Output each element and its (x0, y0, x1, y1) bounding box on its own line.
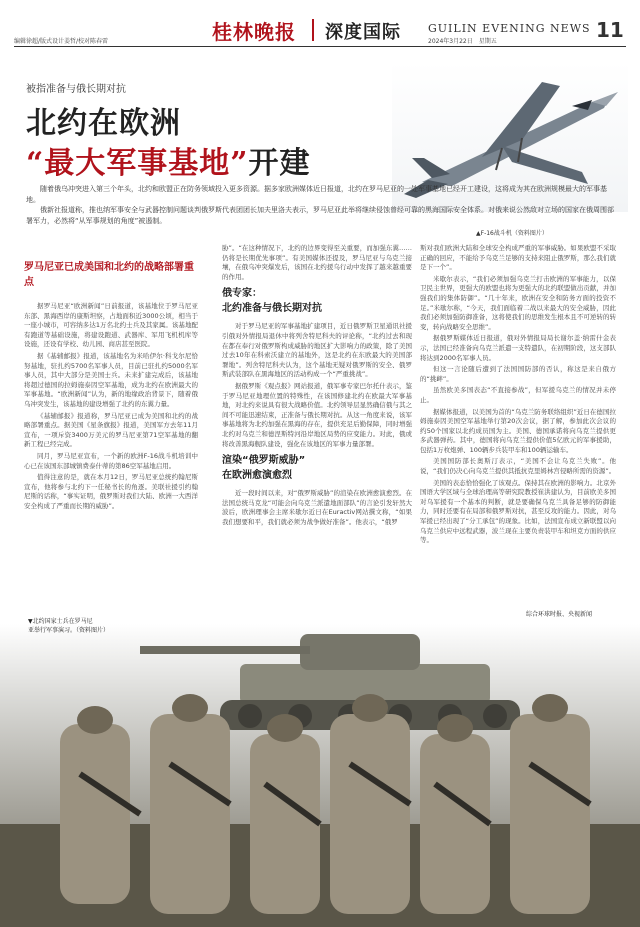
headline-quote-open: “ (26, 146, 45, 181)
body-paragraph: 值得注意的是，就在本月12日，罗马尼亚总统约翰尼斯宣布，他将参与北约下一任秘书长的角逐。美联社援引约翰尼斯的话称，“事实证明，俄罗斯对我们大陆、欧洲一大西洋安全构成了严重而长期的威胁”。 (24, 473, 198, 510)
body-paragraph: 对于罗马尼亚的军事基地扩建项目，近日俄罗斯卫星通讯社援引俄对外情报局退休中将列舍特尼科夫的评论称，“北约过去和现在都在奉行对俄罗斯构成威胁的地区扩大影响力的政策，除了美国过去10年在科索沃建立的基地外，这是北约在东欧最大的美国部署地”。列舍特尼科夫认为，这个基地无疑对俄罗斯的安全、俄罗斯武装部队在黑海地区的活动构成一个“严重挑战”。 (222, 322, 412, 379)
column-3 (420, 244, 616, 548)
section3-title: 在欧洲愈演愈烈 (222, 470, 292, 482)
column-2 (222, 244, 412, 529)
body-paragraph: 《基辅邮报》报道称，罗马尼亚已成为美国和北约的战略部署重点。据美国《星条旗报》报道，美国军方去年11月宣布，一项斥资3400万美元的罗马尼亚第71空军基地的翻新工程已经完成。 (24, 411, 198, 449)
photo-caption (28, 617, 109, 635)
body-paragraph: 美国的表态恰恰强化了该观点。保持其在欧洲的影响力。北京外国语大学区域与全球治理高等研究院教授崔洪建认为，目前欧美多国对乌军援有一个基本的判断，就是要确保乌克兰具备足够的防御能力，同时还要有在局部和俄罗斯对抗，甚至反攻的能力。因此，对乌军援已经出现了“分工承包”的现象。比如，法国宣布成立新联盟以向乌克兰供应中远程武器，波兰现在主要负责装甲车和坦克方面的供应等。 (420, 478, 616, 545)
section2-kicker: 俄专家： (222, 288, 262, 300)
jet-caption: ▲F-16战斗机（资料图片） (476, 230, 548, 237)
body-paragraph: 据俄罗斯媒体近日报道，俄对外情报局局长谢尔盖·纳雷什金表示，法国已经准备向乌克兰派遣一支特遣队，在初期阶段，这支部队将达到2000名军事人员。 (420, 334, 616, 362)
article-lead (26, 184, 616, 226)
photo-caption-line: 亚举行军事演习。（资料图片） (28, 627, 110, 634)
section2-title: 北约准备与俄长期对抗 (222, 303, 322, 315)
issue-date: 2024年3月22日 星期五 (428, 38, 497, 45)
section-title: 深度国际 (325, 22, 401, 43)
body-paragraph: 但这一言论随后遭到了法国国防部的否认，称这是来自俄方的“挑衅”。 (420, 365, 616, 383)
english-masthead: GUILIN EVENING NEWS (428, 22, 591, 35)
masthead-logo: 桂林晚报 (212, 20, 296, 44)
section3-kicker: 渲染“俄罗斯威胁” (222, 455, 306, 467)
body-paragraph: 据《基辅邮报》报道，该基地名为米哈伊尔·科戈尔尼恰努基地，驻扎约5700名军事人员，目前已驻扎约5000名军事人员，其中大部分是美国士兵。未来扩建完成后，该基地将超过德国的拉姆施泰因空军基地，成为北约在欧洲最大的军事基地。“欧洲新闻”认为，新的地缘政治背景下，随着俄乌冲突发生，该基地的建设增强了北约的东翼力量。 (24, 351, 198, 408)
body-paragraph: 胁”。“在这种情况下，北约的边界变得至关重要，而加强东翼……仍将是长期优先事项”。有美国媒体还提及，罗马尼亚与乌克兰接壤，在俄乌冲突爆发后，该国在北约援乌行动中发挥了越来越重要的作用。 (222, 244, 412, 281)
headline-quote-close: ” (230, 146, 249, 181)
headline-line-1: 北约在欧洲 (26, 106, 181, 141)
page-number: 11 (596, 18, 624, 42)
body-paragraph: 美国国防部长奥斯汀表示，“美国不会让乌克兰失败”。他说，“我们仍决心向乌克兰提供其抵抗克里姆林宫侵略所需的资源”。 (420, 457, 616, 476)
masthead-divider (312, 19, 314, 41)
body-paragraph: 斯对我们欧洲大陆和全球安全构成严重的军事威胁。如果欧盟不采取正确的回应，不能给予乌克兰足够的支持来阻止俄罗斯，那么我们就是下一个”。 (420, 244, 616, 272)
header-rule (14, 46, 626, 47)
column-1 (24, 302, 198, 513)
body-paragraph: 虽然欧美多国表态“不直接参战”，但军援乌克兰的情况并未停止。 (420, 386, 616, 404)
section1-title: 罗马尼亚已成美国和北约的战略部署重点 (24, 262, 194, 288)
source-note: 综合环球时报、央视新闻 (526, 611, 593, 618)
headline-tail: 开建 (248, 146, 311, 181)
soldiers-photo-icon (0, 624, 640, 927)
photo-caption-line: ▼北约国家士兵在罗马尼 (28, 618, 93, 625)
body-paragraph: 近一段时间以来，对“俄罗斯威胁”的渲染在欧洲愈演愈烈。在法国总统马克龙“可能会向乌克兰派遣地面部队”的言论引发轩然大波后，欧洲理事会主席米歇尔近日在Euractiv网站撰文称，“如果我们想要和平，我们就必须为战争做好准备”。他表示，“俄罗 (222, 489, 412, 526)
headline-line-2 (26, 138, 311, 182)
body-paragraph: 同月，罗马尼亚宣布，一个新的欧洲F-16战斗机培训中心已在该国东部城镇费泰什蒂的第86空军基地启用。 (24, 451, 198, 470)
body-paragraph: 据媒体报道，以美国为首的“乌克兰防务联络组织”近日在德国拉姆施泰因美国空军基地举行第20次会议，据了解，参加此次会议的约50个国家以北约成员国为主。美国、德国承诺将向乌克兰提供更多武器弹药。其中，德国将向乌克兰提供价值5亿欧元的军事援助，包括1万枚炮弹、100辆步兵装甲车和100辆运输车。 (420, 407, 616, 454)
body-paragraph: 据罗马尼亚“欧洲新闻”日前报道，该基地位于罗马尼亚东部、黑海西岸的康斯坦察，占地面积近3000公顷，相当于一座小城市，可容纳多达1万名北约士兵及其家属。该基地配有跑道等基础设施，将建设跑道、武器库、军用飞机机库等设施，还设有学校、幼儿园、商店甚至医院。 (24, 302, 198, 349)
headline-quoted-text: 最大军事基地 (44, 146, 231, 181)
body-paragraph: 据俄罗斯《观点报》网站报道，俄军事专家巴尔托什表示，鉴于罗马尼亚地理位置的特殊性，在该国修建北约在欧最大军事基地，对北约来说具有很大战略价值。北约领导层显然确信俄与其之间不可能迅速结束，正准备与俄长期对抗。从这一角度来说，该军事基地将为北约加强在黑海的存在，提供充足后勤保障，同时增强北约对乌克兰和德涅斯特河沿岸地区局势的应变能力。对此，俄或将改善黑海舰队建设，强化在该地区的军事力量部署。 (222, 381, 412, 448)
header-credits: 编辑徐超/版式设计姜哲/校对陈春雷 (14, 38, 109, 45)
lead-paragraph: 随着俄乌冲突进入第三个年头，北约和欧盟正在防务领域投入更多资源。据多家欧洲媒体近日报道，北约在罗马尼亚的一处军事基地已经开工建设，这将成为其在欧洲规模最大的军事基地。 (26, 185, 607, 204)
article-kicker: 被指准备与俄长期对抗 (26, 84, 126, 95)
lead-paragraph: 俄新社报道称，推也纳军事安全与武器控制问题谈判俄罗斯代表团团长加夫里洛夫表示，罗马尼亚此举将继续侵蚀曾经可靠的黑海国际安全体系。对俄来说公然敌对立场的国家在俄周围部署军力，必然将“从军事规划的角度”被遏制。 (26, 206, 614, 225)
body-paragraph: 米歇尔表示，“我们必须加强乌克兰打击欧洲的军事能力，以保卫民主世界，更强大的欧盟也将为更强大的北约联盟做出贡献，并加强我们的集体防御”。“几十年来，欧洲在安全和防务方面的投资不足。”米歇尔称，“今天，我们面临着二战以来最大的安全威胁，因此我们必须加强防御准备，这将使我们的思维发生根本且不可逆转的转变，转向战略安全思维”。 (420, 274, 616, 331)
